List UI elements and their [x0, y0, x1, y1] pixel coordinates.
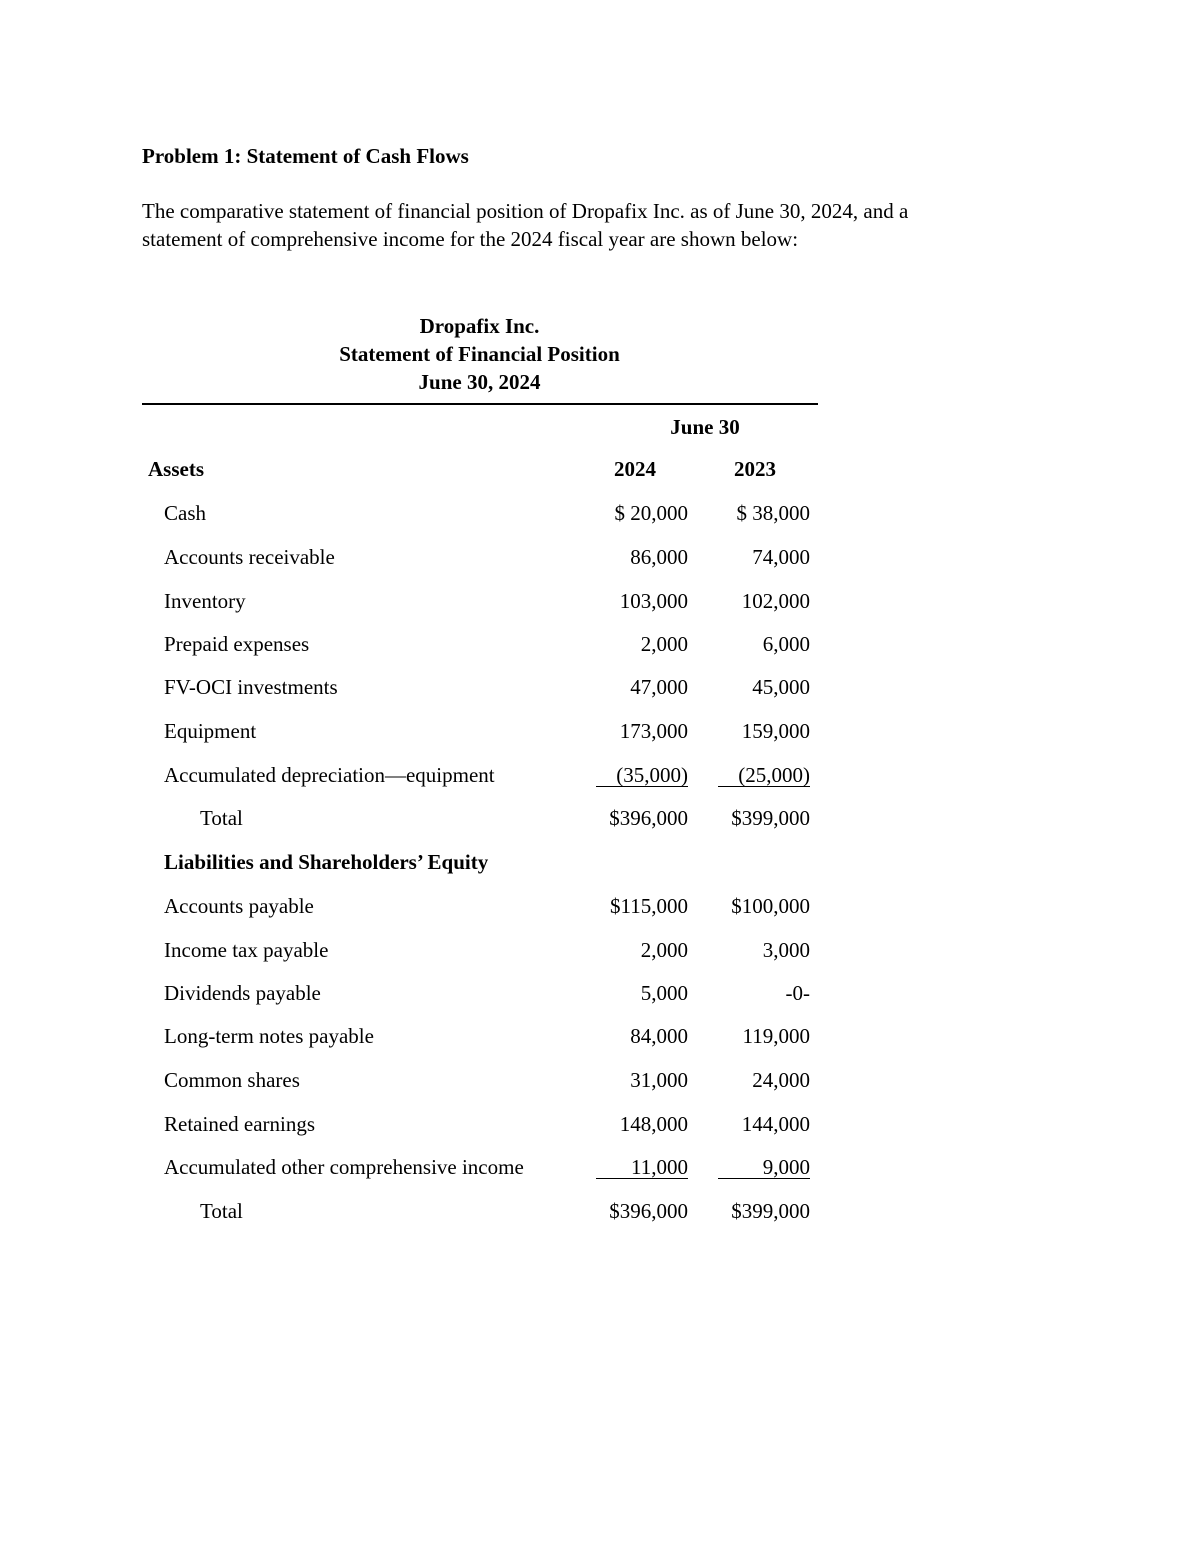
value-2024-underlined [578, 760, 688, 790]
liabilities-total-row [0, 1196, 1200, 1226]
row-label: Total [200, 1199, 243, 1223]
intro-paragraph [142, 197, 1042, 253]
row-label: Long-term notes payable [164, 1024, 374, 1048]
value-2024: $396,000 [609, 806, 688, 830]
section-heading-row [0, 847, 1200, 877]
row-label: Cash [164, 501, 206, 525]
value-2024: 84,000 [630, 1024, 688, 1048]
value-2024: 173,000 [619, 719, 688, 743]
row-label: Equipment [164, 719, 257, 743]
value-2024: 31,000 [630, 1068, 688, 1092]
value-2023: 102,000 [741, 589, 810, 613]
table-row [0, 1152, 1200, 1182]
table-row [0, 935, 1200, 965]
column-header-2023: 2023 [734, 457, 776, 481]
column-header-2024: 2024 [614, 457, 656, 481]
value-2023: (25,000) [718, 764, 810, 787]
row-label: Dividends payable [164, 981, 321, 1005]
value-2023: 3,000 [762, 938, 810, 962]
value-2024: $ 20,000 [614, 501, 688, 525]
value-2023: $399,000 [731, 806, 810, 830]
intro-line: The comparative statement of financial position of Dropafix Inc. as of June 30, 2024, and a [142, 199, 909, 223]
value-2024: 148,000 [619, 1112, 688, 1136]
value-2023: 9,000 [718, 1156, 810, 1179]
table-row [0, 629, 1200, 659]
row-label: Retained earnings [164, 1112, 316, 1136]
value-2024: $115,000 [610, 894, 688, 918]
value-2024: 47,000 [630, 675, 688, 699]
row-label: Accumulated other comprehensive income [164, 1155, 524, 1179]
value-2023: -0- [785, 981, 810, 1005]
value-2023: $100,000 [731, 894, 810, 918]
value-2024-underlined [578, 1152, 688, 1182]
company-name: Dropafix Inc. [419, 314, 540, 338]
assets-heading: Assets [148, 457, 204, 481]
value-2024: 86,000 [630, 545, 688, 569]
value-2023-underlined [700, 760, 810, 790]
table-row [0, 1021, 1200, 1051]
row-label: Accumulated depreciation—equipment [164, 763, 495, 787]
value-2024: 103,000 [619, 589, 688, 613]
intro-line: statement of comprehensive income for the 2024 fiscal year are shown below: [142, 227, 799, 251]
value-2023-underlined [700, 1152, 810, 1182]
table-row [0, 1065, 1200, 1095]
value-2023: $399,000 [731, 1199, 810, 1223]
table-row [0, 978, 1200, 1008]
column-group-header: June 30 [670, 415, 740, 439]
value-2024: 2,000 [640, 632, 688, 656]
table-row [0, 542, 1200, 572]
statement-date: June 30, 2024 [418, 370, 541, 394]
row-label: FV-OCI investments [164, 675, 338, 699]
assets-total-row [0, 803, 1200, 833]
row-label: Accounts receivable [164, 545, 335, 569]
table-row [0, 672, 1200, 702]
page-title: Problem 1: Statement of Cash Flows [142, 144, 469, 168]
row-label: Common shares [164, 1068, 300, 1092]
row-label: Total [200, 806, 243, 830]
value-2024: (35,000) [596, 764, 688, 787]
row-label: Inventory [164, 589, 246, 613]
value-2024: 2,000 [640, 938, 688, 962]
value-2023: 45,000 [752, 675, 810, 699]
row-label: Accounts payable [164, 894, 314, 918]
column-header-row [0, 454, 1200, 484]
liabilities-heading: Liabilities and Shareholders’ Equity [164, 850, 489, 874]
value-2024: 5,000 [640, 981, 688, 1005]
header-rule [142, 403, 818, 405]
row-label: Income tax payable [164, 938, 329, 962]
table-row [0, 716, 1200, 746]
value-2023: 144,000 [741, 1112, 810, 1136]
table-row [0, 760, 1200, 790]
value-2023: 24,000 [752, 1068, 810, 1092]
table-row [0, 586, 1200, 616]
table-row [0, 1109, 1200, 1139]
value-2023: $ 38,000 [736, 501, 810, 525]
value-2024: 11,000 [596, 1156, 688, 1179]
table-row [0, 891, 1200, 921]
value-2023: 159,000 [741, 719, 810, 743]
value-2023: 6,000 [762, 632, 810, 656]
row-label: Prepaid expenses [164, 632, 310, 656]
statement-header [142, 312, 817, 396]
value-2023: 74,000 [752, 545, 810, 569]
table-row [0, 498, 1200, 528]
value-2023: 119,000 [742, 1024, 810, 1048]
statement-name: Statement of Financial Position [339, 342, 620, 366]
value-2024: $396,000 [609, 1199, 688, 1223]
